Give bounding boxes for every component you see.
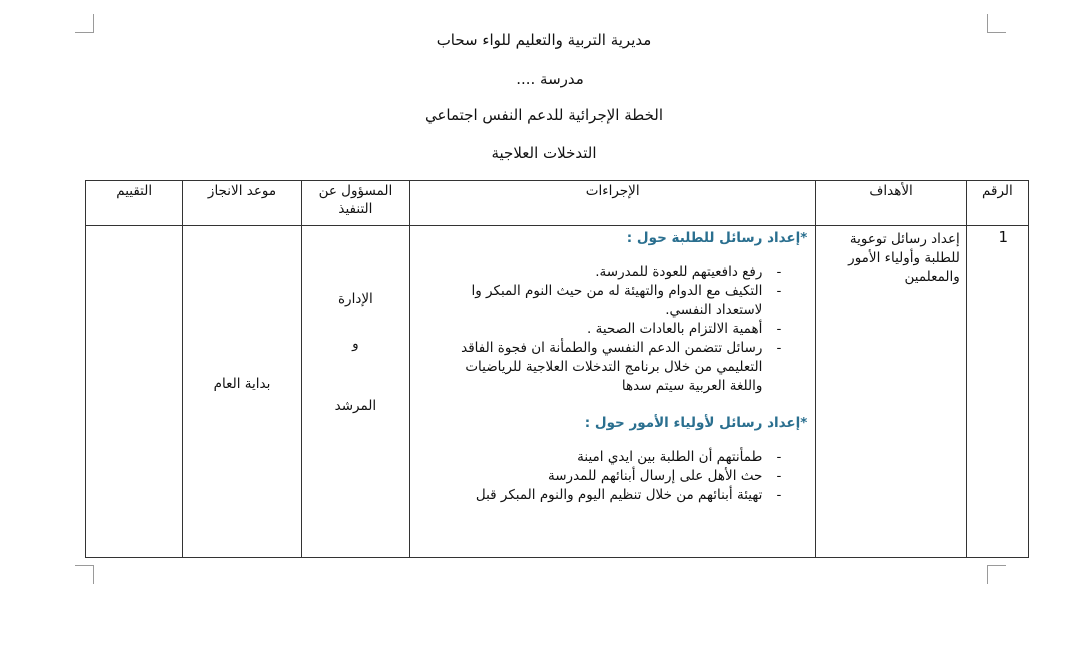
responsible-administration: الإدارة bbox=[337, 291, 373, 307]
list-item: - التكيف مع الدوام والتهيئة له من حيث النوم المبكر وا لاستعداد النفسي. bbox=[430, 282, 807, 320]
row-evaluation bbox=[86, 226, 183, 558]
list-item: - حث الأهل على إرسال أبنائهم للمدرسة bbox=[430, 467, 807, 486]
students-messages-heading: *إعداد رسائل للطلبة حول : bbox=[626, 230, 808, 246]
responsible-counselor: المرشد bbox=[334, 398, 377, 414]
list-item: - رفع دافعيتهم للعودة للمدرسة. bbox=[430, 263, 807, 282]
plan-table bbox=[85, 180, 1029, 558]
list-item: - رسائل تتضمن الدعم النفسي والطمأنة ان فجوة الفاقد التعليمي من خلال برنامج التدخلات العلاجية للرياضيات واللغة العربية سيتم سدها bbox=[430, 339, 807, 396]
table-header-row bbox=[86, 181, 1029, 226]
header-responsible: المسؤول عن التنفيذ bbox=[301, 181, 409, 226]
students-messages-list bbox=[430, 263, 807, 396]
crop-mark-bottom-right bbox=[987, 565, 1006, 584]
plan-title: الخطة الإجرائية للدعم النفس اجتماعي bbox=[424, 106, 663, 124]
header-completion-date: موعد الانجاز bbox=[183, 181, 301, 226]
row-goal: إعداد رسائل توعوية للطلبة وأولياء الأمور والمعلمين bbox=[816, 226, 966, 558]
row-procedures bbox=[410, 226, 816, 558]
header-procedures: الإجراءات bbox=[410, 181, 816, 226]
crop-mark-bottom-left bbox=[75, 565, 94, 584]
responsible-and: و bbox=[352, 336, 359, 352]
row-responsible bbox=[301, 226, 409, 558]
parents-messages-heading: *إعداد رسائل لأولياء الأمور حول : bbox=[584, 415, 808, 431]
parents-messages-list bbox=[430, 448, 807, 505]
section-title: التدخلات العلاجية bbox=[491, 144, 597, 162]
row-number: 1 bbox=[966, 226, 1028, 558]
list-item: - أهمية الالتزام بالعادات الصحية . bbox=[430, 320, 807, 339]
header-number: الرقم bbox=[966, 181, 1028, 226]
header-goals: الأهداف bbox=[816, 181, 966, 226]
row-completion-date bbox=[183, 226, 301, 558]
school-heading: مدرسة .... bbox=[516, 70, 584, 88]
table-row bbox=[86, 226, 1029, 558]
list-item: - طمأنتهم أن الطلبة بين ايدي امينة bbox=[430, 448, 807, 467]
header-evaluation: التقييم bbox=[86, 181, 183, 226]
completion-date-text: بداية العام bbox=[213, 376, 271, 392]
list-item: - تهيئة أبنائهم من خلال تنظيم اليوم والنوم المبكر قبل bbox=[430, 486, 807, 505]
directorate-heading: مديرية التربية والتعليم للواء سحاب bbox=[436, 31, 652, 49]
